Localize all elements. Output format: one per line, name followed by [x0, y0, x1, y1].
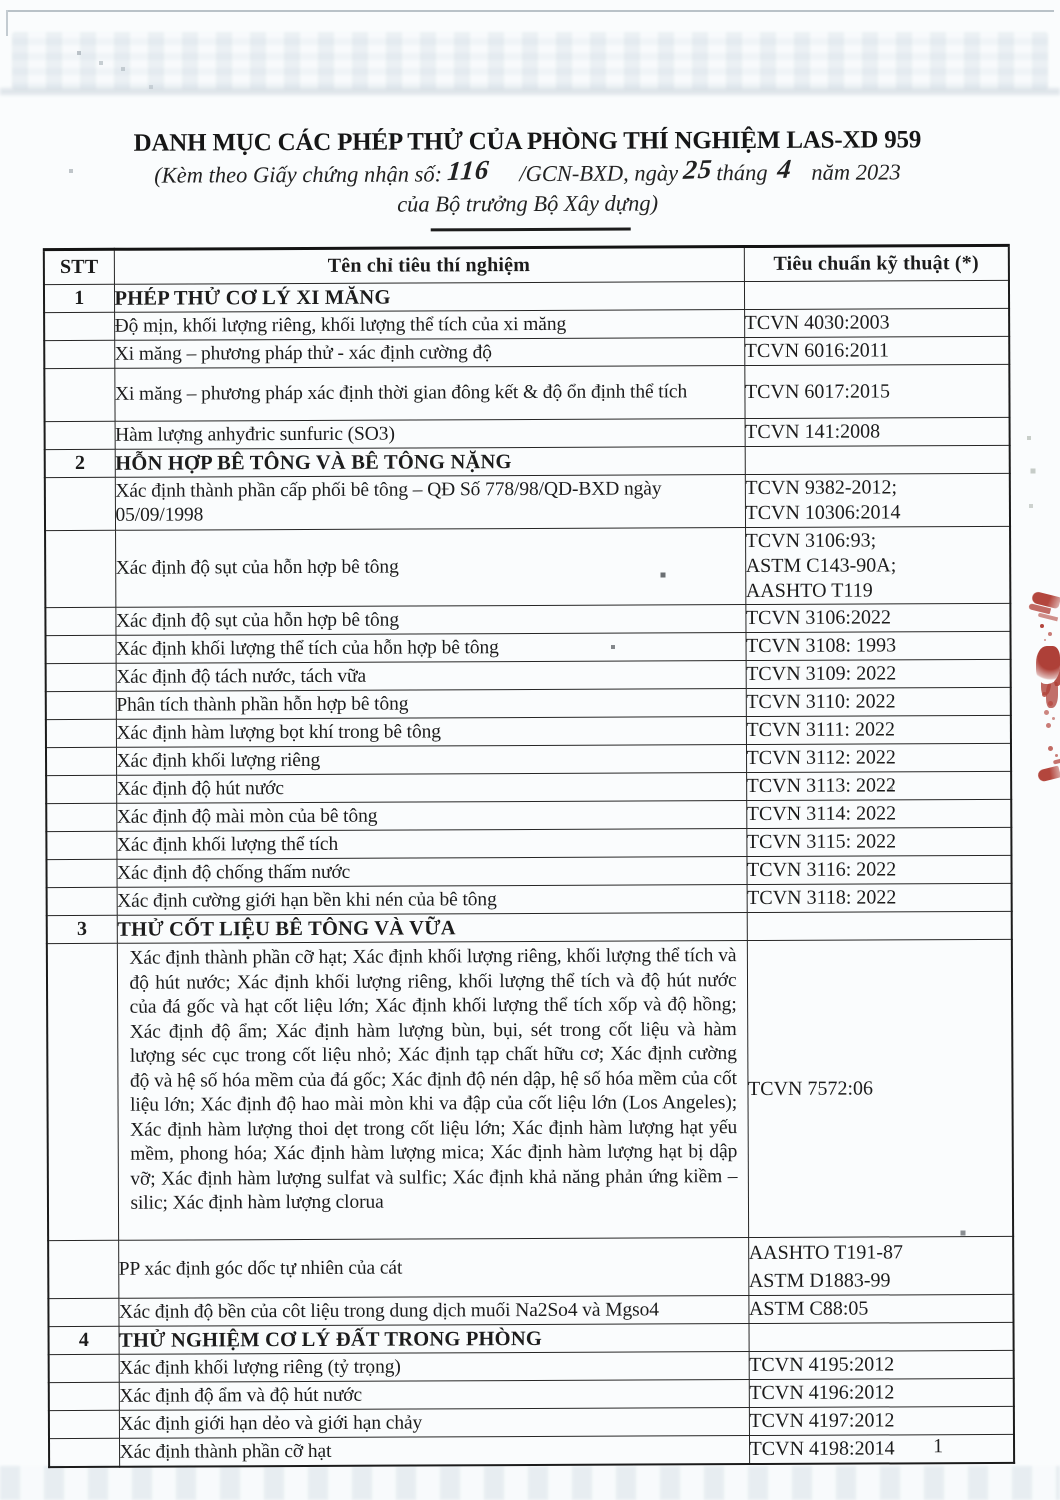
test-name-cell: Xác định khối lượng thể tích	[116, 829, 746, 860]
stt-cell	[46, 719, 116, 747]
day-handwritten: 25	[682, 153, 715, 185]
stt-cell	[46, 831, 116, 859]
certificate-line	[0, 153, 1058, 190]
stt-cell	[46, 747, 116, 775]
table-row	[45, 603, 1010, 635]
table-row	[45, 473, 1010, 530]
table-row	[46, 715, 1011, 747]
stt-cell: 2	[45, 449, 115, 477]
table-row	[46, 743, 1011, 775]
table-row	[47, 939, 1013, 1240]
table-row	[44, 336, 1009, 368]
stt-cell	[44, 340, 114, 368]
test-name-cell: THỬ NGHIỆM CƠ LÝ ĐẤT TRONG PHÒNG	[119, 1324, 749, 1355]
standard-cell: TCVN 3114: 2022	[746, 799, 1011, 828]
stt-cell	[46, 663, 116, 691]
stt-cell	[46, 691, 116, 719]
test-name-cell: Xác định hàm lượng bọt khí trong bê tông	[116, 717, 746, 748]
test-name-cell: Xi măng – phương pháp xác định thời gian đông kết & độ ổn định thể tích	[114, 366, 744, 422]
standard-cell: TCVN 4030:2003	[744, 308, 1009, 337]
test-name-cell: Xác định độ ẩm và độ hút nước	[119, 1380, 749, 1411]
standard-cell: TCVN 7572:06	[747, 939, 1013, 1237]
test-name-cell: Xác định cường giới hạn bền khi nén của bê tông	[117, 885, 747, 916]
stt-cell	[44, 368, 114, 421]
stt-cell	[45, 477, 115, 530]
stt-cell: 3	[47, 915, 117, 943]
stt-cell	[48, 1240, 118, 1298]
stt-cell	[46, 775, 116, 803]
standard-cell: TCVN 3118: 2022	[747, 883, 1012, 912]
stt-cell	[49, 1354, 119, 1382]
stt-cell: 1	[44, 284, 114, 312]
stt-cell	[45, 530, 115, 607]
certificate-line-post: năm 2023	[811, 159, 901, 185]
test-name-cell: Xác định khối lượng thể tích của hỗn hợp bê tông	[115, 633, 745, 664]
table-row	[47, 883, 1012, 915]
test-name-cell: Phân tích thành phần hỗn hợp bê tông	[116, 689, 746, 720]
standard-cell: TCVN 3115: 2022	[746, 827, 1011, 856]
stt-cell	[47, 887, 117, 915]
standard-cell	[747, 911, 1012, 940]
stt-cell	[45, 607, 115, 635]
standard-cell: TCVN 6017:2015	[744, 364, 1009, 418]
table-row	[45, 631, 1010, 663]
standard-cell: TCVN 3108: 1993	[745, 631, 1010, 660]
stt-cell	[49, 1438, 119, 1467]
test-name-cell: Xác định độ sụt của hỗn hợp bê tông	[115, 605, 745, 636]
table-header-row	[44, 245, 1009, 284]
title-underline	[431, 228, 631, 232]
stt-cell	[46, 859, 116, 887]
document-title: DANH MỤC CÁC PHÉP THỬ CỦA PHÒNG THÍ NGHIỆM LAS-XD 959	[133, 126, 922, 157]
table-row	[46, 799, 1011, 831]
header-stt: STT	[44, 249, 114, 284]
stt-cell	[49, 1410, 119, 1438]
standard-cell: TCVN 141:2008	[745, 417, 1010, 446]
standard-cell	[749, 1322, 1014, 1351]
table-row	[46, 855, 1011, 887]
test-name-cell: Xác định độ sụt của hỗn hợp bê tông	[115, 528, 745, 608]
standard-cell: TCVN 3112: 2022	[746, 743, 1011, 772]
table-row	[46, 659, 1011, 691]
standard-cell: TCVN 3106:93; ASTM C143-90A; AASHTO T119	[745, 526, 1010, 604]
standard-cell	[745, 445, 1010, 474]
table-row	[49, 1434, 1014, 1467]
header-standard: Tiêu chuẩn kỹ thuật (*)	[744, 245, 1009, 281]
page-number: 1	[932, 1435, 944, 1458]
standard-cell: TCVN 4196:2012	[749, 1378, 1014, 1407]
standard-cell: TCVN 3116: 2022	[746, 855, 1011, 884]
table-row	[46, 827, 1011, 859]
standard-cell: TCVN 3110: 2022	[746, 687, 1011, 716]
table-row	[45, 445, 1010, 477]
table-row	[47, 911, 1012, 943]
certificate-line-2: của Bộ trưởng Bộ Xây dựng)	[397, 190, 659, 217]
table-row	[44, 308, 1009, 340]
test-name-cell: Độ mịn, khối lượng riêng, khối lượng thể tích của xi măng	[114, 310, 744, 341]
test-name-cell: Xác định thành phần cỡ hạt	[119, 1436, 749, 1467]
test-name-cell: THỬ CỐT LIỆU BÊ TÔNG VÀ VỮA	[117, 913, 747, 944]
stt-cell	[48, 1298, 118, 1326]
standard-cell: TCVN 3109: 2022	[746, 659, 1011, 688]
standard-cell: AASHTO T191-87 ASTM D1883-99	[748, 1236, 1013, 1295]
header-test-name: Tên chỉ tiêu thí nghiệm	[114, 247, 744, 285]
table-row	[49, 1406, 1014, 1438]
test-name-cell: Xác định độ mài mòn của bê tông	[116, 801, 746, 832]
certificate-line-pre: (Kèm theo Giấy chứng nhận số:	[154, 161, 443, 188]
table-row	[45, 526, 1010, 607]
standard-cell: TCVN 4195:2012	[749, 1350, 1014, 1379]
standard-cell	[744, 280, 1009, 309]
test-name-cell: PHÉP THỬ CƠ LÝ XI MĂNG	[114, 282, 744, 313]
standard-cell: TCVN 4198:2014	[749, 1434, 1014, 1464]
table-row	[44, 364, 1009, 421]
table-row	[49, 1322, 1014, 1354]
standard-cell: ASTM C88:05	[748, 1294, 1013, 1323]
tests-table	[43, 244, 1015, 1468]
test-name-cell: PP xác định góc dốc tự nhiên của cát	[118, 1238, 748, 1299]
test-name-cell: Xác định độ tách nước, tách vữa	[116, 661, 746, 692]
test-name-cell: Xác định thành phần cấp phối bê tông – QĐ Số 778/98/QD-BXD ngày 05/09/1998	[115, 475, 745, 531]
table-row	[49, 1350, 1014, 1382]
table-row	[44, 280, 1009, 312]
test-table-body	[44, 280, 1014, 1467]
table-row	[48, 1236, 1013, 1298]
test-name-cell: Xác định khối lượng riêng (tỷ trọng)	[119, 1352, 749, 1383]
standard-cell: TCVN 9382-2012; TCVN 10306:2014	[745, 473, 1010, 527]
cert-number-handwritten: 116	[446, 154, 492, 187]
thang-label: tháng	[716, 159, 768, 186]
certificate-line-mid: /GCN-BXD, ngày	[519, 160, 679, 187]
stt-cell	[46, 803, 116, 831]
stt-cell	[45, 421, 115, 449]
standard-cell: TCVN 3106:2022	[745, 603, 1010, 632]
table-row	[48, 1294, 1013, 1326]
test-name-cell: Xác định thành phần cỡ hạt; Xác định khối lượng riêng, khối lượng thể tích và độ hút nước; Xác định khối lượng riêng, khối lượng thể tích và độ hút nước của đá gốc và hạt cốt liệu lớn; Xác định khối lượng thể tích xốp và độ hồng; Xác định độ ẩm; Xác định hàm lượng bùn, bụi, sét trong cốt liệu và hàm lượng séc cục trong cốt liệu nhỏ; Xác định tạp chất hữu cơ; Xác định cường độ và hệ số hóa mềm của đá gốc; Xác định độ nén dập, hệ số hóa mềm của cốt liệu lớn; Xác định độ hao mài mòn khi va đập của cốt liệu lớn (Los Angeles); Xác định hàm lượng thoi dẹt trong cốt liệu lớn; Xác định hàm lượng hạt yếu mềm, phong hóa; Xác định hàm lượng mica; Xác định hàm lượng hạt bị dập vỡ; Xác định hàm lượng sulfat và sulfic; Xác định khả năng phản ứng kiềm – silic; Xác định hàm lượng clorua	[117, 941, 748, 1241]
test-name-cell: HỖN HỢP BÊ TÔNG VÀ BÊ TÔNG NẶNG	[115, 447, 745, 478]
month-handwritten: 4	[775, 153, 794, 185]
stt-cell: 4	[49, 1326, 119, 1354]
stt-cell	[49, 1382, 119, 1410]
table-row	[45, 417, 1010, 449]
standard-cell: TCVN 3113: 2022	[746, 771, 1011, 800]
test-name-cell: Xác định độ chống thấm nước	[116, 857, 746, 888]
table-row	[49, 1378, 1014, 1410]
stt-cell	[47, 943, 118, 1240]
test-name-cell: Xi măng – phương pháp thử - xác định cường độ	[114, 338, 744, 369]
standard-cell: TCVN 4197:2012	[749, 1406, 1014, 1435]
test-name-cell: Hàm lượng anhyđric sunfuric (SO3)	[115, 419, 745, 450]
table-row	[46, 771, 1011, 803]
standard-cell: TCVN 6016:2011	[744, 336, 1009, 365]
stt-cell	[44, 312, 114, 340]
test-name-cell: Xác định giới hạn dẻo và giới hạn chảy	[119, 1408, 749, 1439]
test-name-cell: Xác định khối lượng riêng	[116, 745, 746, 776]
table-row	[46, 687, 1011, 719]
stt-cell	[45, 635, 115, 663]
test-name-cell: Xác định độ hút nước	[116, 773, 746, 804]
test-name-cell: Xác định độ bền của côt liệu trong dung dịch muối Na2So4 và Mgso4	[118, 1296, 748, 1327]
standard-cell: TCVN 3111: 2022	[746, 715, 1011, 744]
